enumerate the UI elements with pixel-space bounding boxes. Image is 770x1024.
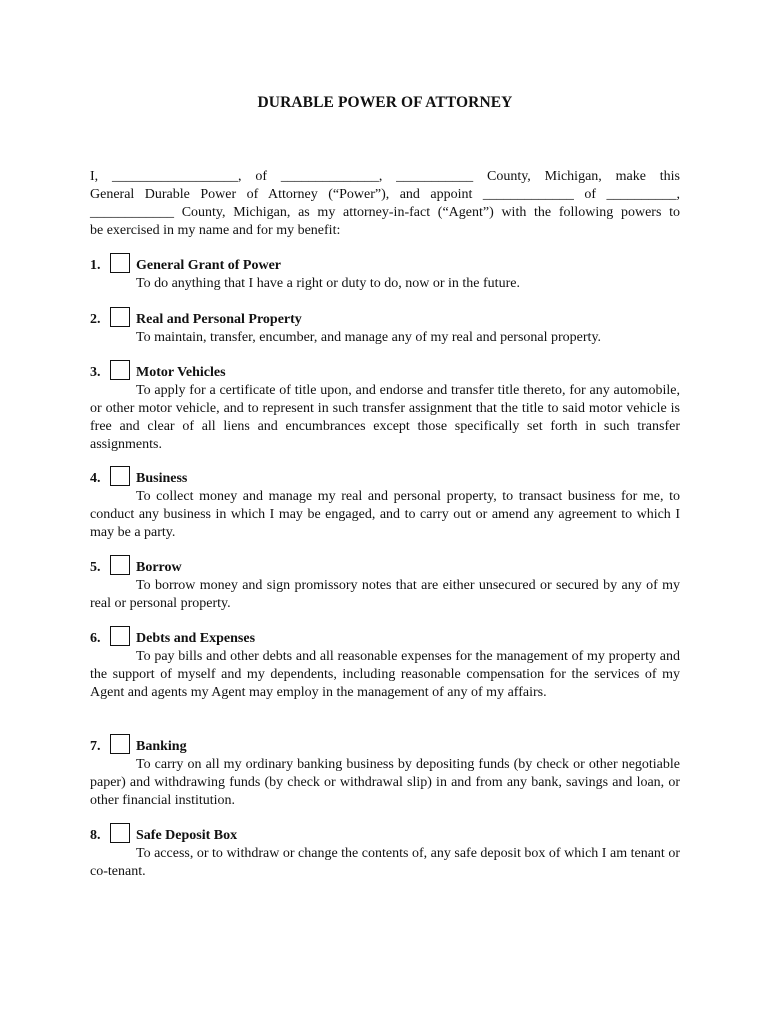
section-heading: Motor Vehicles bbox=[136, 365, 226, 380]
section-heading: Business bbox=[136, 471, 188, 486]
intro-paragraph bbox=[90, 168, 680, 240]
intro-line: ____________ County, Michigan, as my attorney-in-fact (“Agent”) with the following powers to bbox=[90, 205, 680, 220]
intro-line: I, __________________, of ______________, ___________ County, Michigan, make this bbox=[90, 169, 680, 184]
intro-line: be exercised in my name and for my benefit: bbox=[90, 223, 341, 238]
section-checkbox[interactable] bbox=[110, 307, 130, 327]
section-text: To collect money and manage my real and personal property, to transact business for me, to conduct any business in which I may be engaged, and to carry out or amend any agreement to which I may be a party. bbox=[90, 489, 680, 540]
section-motor-vehicles bbox=[90, 360, 680, 454]
section-number: 5. bbox=[90, 560, 101, 575]
section-text: To maintain, transfer, encumber, and manage any of my real and personal property. bbox=[136, 330, 602, 345]
section-number: 1. bbox=[90, 258, 101, 273]
section-general-grant bbox=[90, 253, 680, 293]
section-debts-expenses bbox=[90, 626, 680, 702]
section-number: 8. bbox=[90, 828, 101, 843]
section-number: 3. bbox=[90, 365, 101, 380]
section-heading: General Grant of Power bbox=[136, 258, 282, 273]
section-checkbox[interactable] bbox=[110, 466, 130, 486]
section-borrow bbox=[90, 555, 680, 613]
document-title: DURABLE POWER OF ATTORNEY bbox=[257, 94, 513, 111]
section-business bbox=[90, 466, 680, 542]
section-heading: Real and Personal Property bbox=[136, 312, 302, 327]
section-text: To do anything that I have a right or duty to do, now or in the future. bbox=[136, 276, 520, 291]
section-number: 7. bbox=[90, 739, 101, 754]
section-checkbox[interactable] bbox=[110, 253, 130, 273]
section-checkbox[interactable] bbox=[110, 626, 130, 646]
section-checkbox[interactable] bbox=[110, 360, 130, 380]
section-real-personal-property bbox=[90, 307, 680, 347]
intro-line: General Durable Power of Attorney (“Power”), and appoint _____________ of __________, bbox=[90, 187, 680, 202]
section-heading: Safe Deposit Box bbox=[136, 828, 238, 843]
section-number: 2. bbox=[90, 312, 101, 327]
section-text: To apply for a certificate of title upon, and endorse and transfer title thereto, for any automobile, or other motor vehicle, and to represent in such transfer assignment that the title to said motor vehicle is free and clear of all liens and encumbrances except those specifically set forth in such transfer assignments. bbox=[90, 383, 680, 452]
section-checkbox[interactable] bbox=[110, 734, 130, 754]
section-heading: Borrow bbox=[136, 560, 182, 575]
section-checkbox[interactable] bbox=[110, 555, 130, 575]
section-safe-deposit-box bbox=[90, 823, 680, 881]
section-text: To carry on all my ordinary banking business by depositing funds (by check or other negotiable paper) and withdrawing funds (by check or withdrawal slip) in and from any bank, savings and loan, or other financial institution. bbox=[90, 757, 680, 808]
section-number: 4. bbox=[90, 471, 101, 486]
section-text: To pay bills and other debts and all reasonable expenses for the management of my property and the support of myself and my dependents, including reasonable compensation for the services of my Agent and agents my Agent may employ in the management of any of my affairs. bbox=[90, 649, 680, 700]
section-heading: Debts and Expenses bbox=[136, 631, 256, 646]
section-banking bbox=[90, 734, 680, 810]
section-number: 6. bbox=[90, 631, 101, 646]
section-checkbox[interactable] bbox=[110, 823, 130, 843]
section-heading: Banking bbox=[136, 739, 187, 754]
section-text: To borrow money and sign promissory notes that are either unsecured or secured by any of my real or personal property. bbox=[90, 578, 680, 611]
section-text: To access, or to withdraw or change the contents of, any safe deposit box of which I am tenant or co-tenant. bbox=[90, 846, 680, 879]
